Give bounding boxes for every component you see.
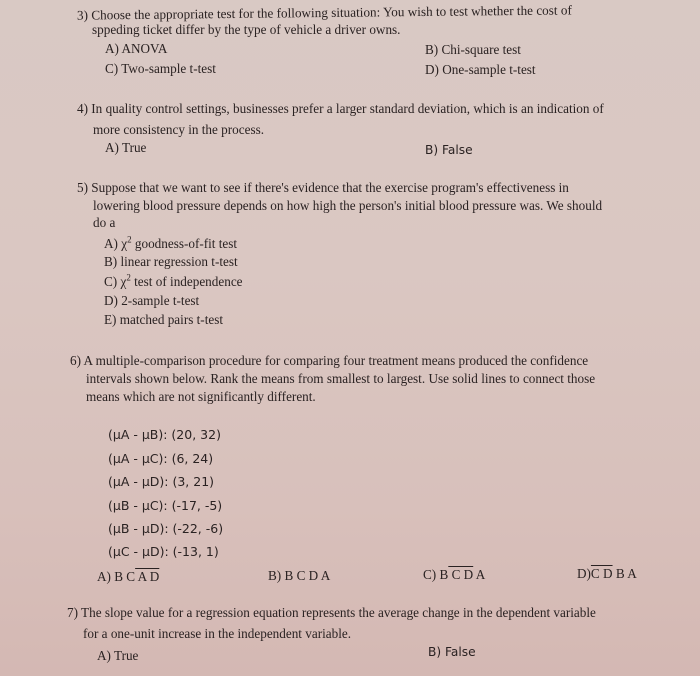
q6-stem-line1: 6) A multiple-comparison procedure for comparing four treatment means produced the confidence [70,353,589,368]
q6-option-a: A) B C A D [97,569,160,584]
q3-stem-line1: 3) Choose the appropriate test for the following situation: You wish to test whether the cost of [76,2,572,23]
q7-stem-line2: for a one-unit increase in the independent variable. [83,626,352,641]
q6-option-d: D)C D B A [577,566,637,581]
q3-option-d: D) One-sample t-test [425,62,536,77]
q5-stem-line1: 5) Suppose that we want to see if there's evidence that the exercise program's effectiveness in [77,180,569,195]
interval-ad: (μA - μD): (3, 21) [108,474,215,489]
q5-stem-line2: lowering blood pressure depends on how high the person's initial blood pressure was. We should [93,198,603,213]
interval-cd: (μC - μD): (-13, 1) [108,544,219,559]
q4-option-b: B) False [425,143,473,157]
q5-option-a: A) $\chi^2$ goodness-of-fit test [104,234,238,251]
q4-stem-line2: more consistency in the process. [93,122,265,137]
q5-option-d: D) 2-sample t-test [104,293,200,308]
q5-option-e: E) matched pairs t-test [104,312,224,327]
q4-option-a: A) True [105,140,147,155]
interval-bc: (μB - μC): (-17, -5) [108,498,223,513]
q7-option-b: B) False [428,645,476,659]
q7-option-a: A) True [97,648,139,663]
interval-ac: (μA - μC): (6, 24) [108,451,214,466]
q6-stem-line3: means which are not significantly different. [86,389,316,404]
q4-stem-line1: 4) In quality control settings, businesses prefer a larger standard deviation, which is an indication of [77,101,604,116]
interval-ab: (μA - μB): (20, 32) [108,427,221,442]
q6-option-b: B) B C D A [268,568,331,583]
q5-option-b: B) linear regression t-test [104,254,238,269]
q7-stem-line1: 7) The slope value for a regression equation represents the average change in the dependent variable [67,605,596,620]
q6-stem-line2: intervals shown below. Rank the means from smallest to largest. Use solid lines to connect those [86,371,596,386]
interval-bd: (μB - μD): (-22, -6) [108,521,224,536]
q6-option-c: C) B C D A [423,567,486,582]
q3-option-c: C) Two-sample t-test [105,61,216,76]
q5-stem-line3: do a [93,215,116,230]
q3-stem-line2: sppeding ticket differ by the type of vehicle a driver owns. [92,22,401,37]
q3-option-b: B) Chi-square test [425,42,521,57]
q3-option-a: A) ANOVA [105,41,168,56]
q5-option-c: C) $\chi^2$ test of independence [104,272,243,289]
